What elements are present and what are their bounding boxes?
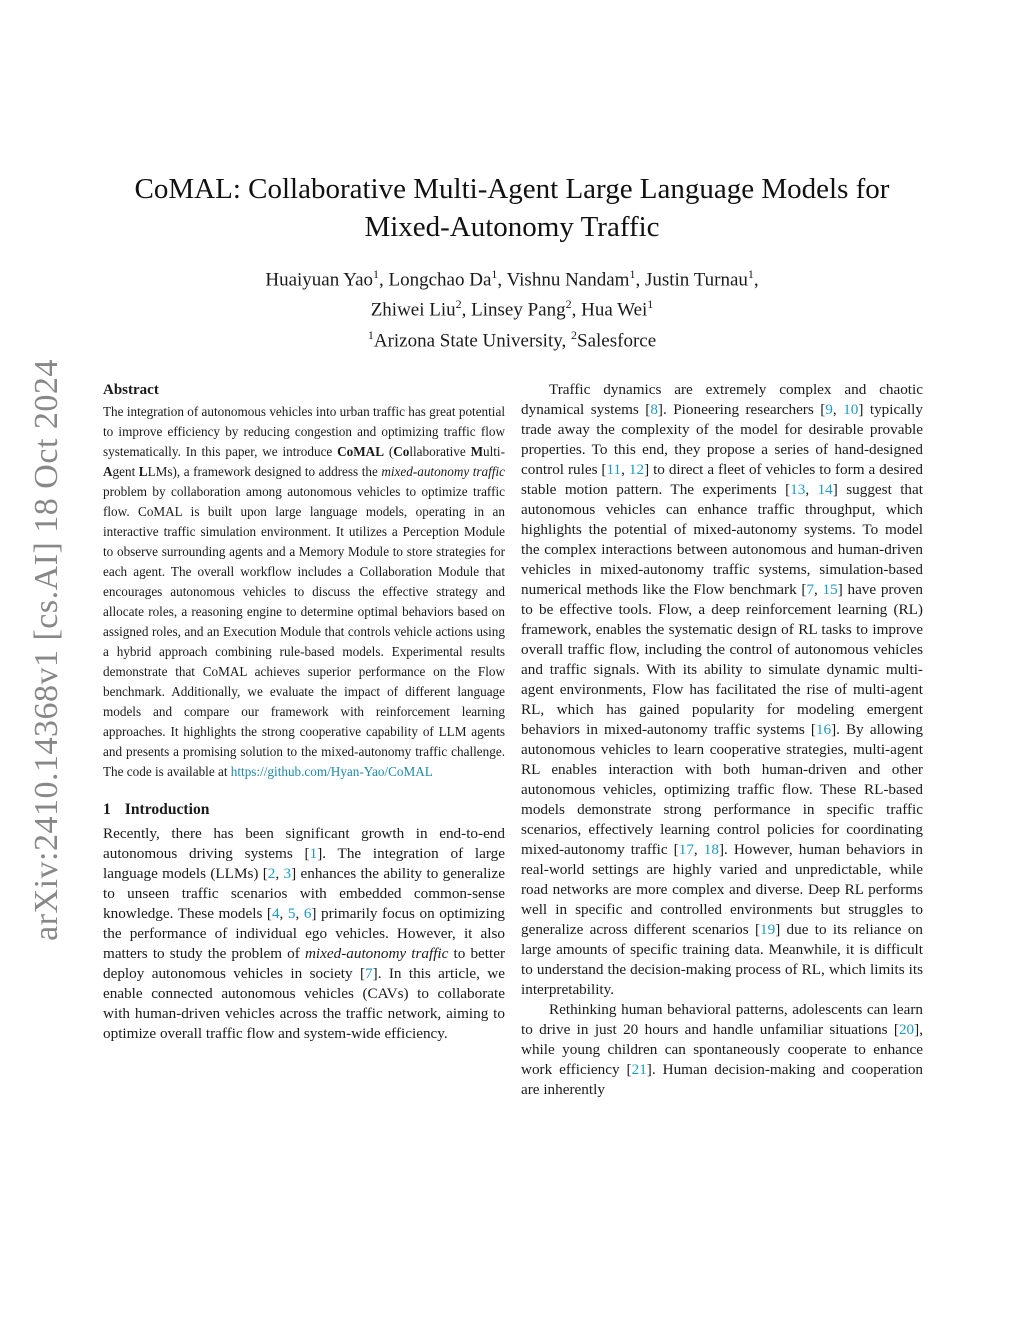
author-name: Zhiwei Liu [370, 299, 456, 321]
citation-link[interactable]: 20 [898, 1021, 915, 1038]
author-block [100, 262, 924, 353]
abstract-text: ( [384, 444, 394, 459]
author-affiliation-mark: 1 [747, 267, 754, 281]
abstract-text: llaborative [409, 444, 471, 459]
citation-link[interactable]: 13 [790, 481, 806, 498]
citation-link[interactable]: 6 [303, 905, 312, 922]
right-column [521, 380, 923, 1100]
body-text: ] due to its reliance on large amounts of specific training data. Meanwhile, it is difficult to understand the decision-making process of RL, which limits its interpretability. [521, 921, 923, 998]
arxiv-identifier-stamp [24, 360, 70, 940]
comal-name: CoMAL [337, 444, 384, 459]
emphasis-text: mixed-autonomy traffic [381, 464, 505, 479]
author-name: Longchao Da [388, 269, 492, 291]
body-text: ]. By allowing autonomous vehicles to learn cooperative strategies, multi-agent RL enables interaction with both human-driven and other autonomous vehicles, optimizing traffic flow. These RL-based models demonstrate strong performance in specific traffic scenarios, effectively learning control policies for coordinating mixed-autonomy traffic [ [521, 721, 923, 858]
author-name: Hua Wei [581, 299, 648, 321]
body-text: ] have proven to be effective tools. Flow, a deep reinforcement learning (RL) framework, enables the systematic design of RL tasks to improve overall traffic flow, including the control of autonomous vehicles and traffic signals. With its ability to simulate dynamic multi-agent environments, Flow has facilitated the rise of multi-agent RL, which has gained popularity for modeling emergent behaviors in mixed-autonomy traffic systems [ [521, 581, 924, 738]
body-text: ]. Human decision-making and cooperation are inherently [521, 1061, 924, 1098]
body-text: ]. In this article, we enable connected autonomous vehicles (CAVs) to collaborate with human-driven vehicles across the traffic network, aiming to optimize overall traffic flow and system-wide efficiency. [103, 965, 505, 1042]
title-line-2: Mixed-Autonomy Traffic [364, 211, 660, 243]
paper-title [100, 170, 924, 246]
acronym-letter: Co [393, 444, 410, 459]
citation-link[interactable]: 5 [287, 905, 296, 922]
body-text: ] suggest that autonomous vehicles can enhance traffic throughput, which highlights the potential of mixed-autonomy systems. To model the complex interactions between autonomous and human-driven vehicles in mixed-autonomy traffic systems, simulation-based numerical methods like the Flow benchmark [ [521, 481, 923, 598]
author-line-1: Huaiyuan Yao$^1$, Longchao Da$^1$, Vishnu Nandam$^1$, Justin Turnau$^1$, [265, 267, 759, 291]
author-name: Linsey Pang [471, 299, 566, 321]
abstract-text: ulti- [483, 444, 505, 459]
body-text: , [832, 401, 844, 418]
citation-link[interactable]: 10 [843, 401, 859, 418]
acronym-letter: A [103, 464, 113, 479]
body-text: , [814, 581, 823, 598]
body-text: , [805, 481, 818, 498]
acronym-letter: L [138, 464, 148, 479]
acronym-letter: M [470, 444, 484, 459]
author-line-2: Zhiwei Liu$^2$, Linsey Pang$^2$, Hua Wei$^1$ [370, 297, 654, 321]
citation-link[interactable]: 3 [283, 865, 292, 882]
citation-link[interactable]: 9 [825, 401, 833, 418]
citation-link[interactable]: 17 [678, 841, 694, 858]
affiliation-mark: 1 [367, 327, 374, 342]
body-text: , [295, 905, 304, 922]
body-paragraph-3 [521, 1000, 923, 1100]
body-text: ] typically trade away the complexity of the model for desirable provable properties. To this end, they propose a series of hand-designed control rules [ [521, 401, 923, 478]
citation-link[interactable]: 4 [271, 905, 280, 922]
citation-link[interactable]: 7 [806, 581, 815, 598]
body-text: Recently, there has been significant growth in end-to-end autonomous driving systems [ [103, 825, 505, 862]
code-repository-link[interactable]: https://github.com/Hyan-Yao/CoMAL [230, 764, 433, 779]
body-text: ] enhances the ability to generalize to unseen traffic scenarios with embedded common-sense knowledge. These models [ [103, 865, 505, 922]
citation-link[interactable]: 21 [631, 1061, 647, 1078]
body-text: ]. However, human behaviors in real-world settings are highly varied and unpredictable, while road networks are more complex and diverse. Deep RL performs well in specific and controlled environments but struggles to generalize across different scenarios [ [521, 841, 923, 938]
body-text: ]. Pioneering researchers [ [657, 401, 826, 418]
abstract-body [103, 402, 505, 782]
affiliation-line: $^1$Arizona State University, $^2$Salesforce [367, 327, 657, 351]
author-affiliation-mark: 1 [629, 267, 636, 281]
intro-paragraph-1 [103, 824, 505, 1044]
author-name: Vishnu Nandam [506, 269, 630, 291]
author-affiliation-mark: 1 [647, 297, 654, 312]
section-title: Introduction [124, 801, 210, 818]
body-text: , [621, 461, 629, 478]
author-affiliation-mark: 2 [455, 297, 462, 312]
citation-link[interactable]: 11 [606, 461, 622, 478]
abstract-text: LMs), a framework designed to address the [147, 464, 382, 479]
abstract-text: gent [112, 464, 139, 479]
abstract-text: problem by collaboration among autonomous vehicles to optimize traffic flow. CoMAL is built upon large language models, operating in an interactive traffic simulation environment. It utilizes a Perception Module to observe surrounding agents and a Memory Module to store strategies for each agent. The overall workflow includes a Collaboration Module that encourages autonomous vehicles to discuss the effective strategy and allocate roles, a reasoning engine to determine optimal behaviors based on assigned roles, and an Execution Module that controls vehicle actions using a hybrid approach combining rule-based models. Experimental results demonstrate that CoMAL achieves superior performance on the Flow benchmark. Additionally, we evaluate the impact of different language models and compare our framework with reinforcement learning approaches. It highlights the strong cooperative capability of LLM agents and presents a promising solution to the mixed-autonomy traffic challenge. The code is available at [103, 484, 505, 779]
title-line-1: CoMAL: Collaborative Multi-Agent Large Language Models for [134, 173, 890, 205]
abstract-text: The integration of autonomous vehicles into urban traffic has great potential to improve efficiency by reducing congestion and optimizing traffic flow systematically. In this paper, we introduce [103, 404, 505, 459]
citation-link[interactable]: 12 [628, 461, 645, 478]
left-column [103, 380, 505, 1044]
author-name: Justin Turnau [644, 269, 748, 291]
citation-link[interactable]: 8 [650, 401, 658, 418]
body-text: ]. The integration of large language models (LLMs) [ [103, 845, 505, 882]
section-heading-introduction [103, 800, 505, 820]
body-text: , [693, 841, 704, 858]
body-text: Rethinking human behavioral patterns, adolescents can learn to drive in just 20 hours and handle unfamiliar situations [ [521, 1001, 923, 1038]
author-name: Huaiyuan Yao [265, 269, 374, 291]
emphasis-text: mixed-autonomy traffic [304, 945, 449, 962]
body-paragraph-2 [521, 380, 923, 1000]
affiliation-name: Salesforce [577, 329, 657, 351]
citation-link[interactable]: 19 [760, 921, 776, 938]
affiliation-name: Arizona State University [373, 329, 562, 351]
author-affiliation-mark: 1 [491, 267, 498, 281]
abstract-heading: Abstract [103, 382, 159, 398]
citation-link[interactable]: 7 [365, 965, 373, 982]
arxiv-identifier-text: arXiv:2410.14368v1 [cs.AI] 18 Oct 2024 [28, 359, 66, 941]
body-text: ] to direct a fleet of vehicles to form a desired stable motion pattern. The experiments [ [521, 461, 924, 498]
author-affiliation-mark: 2 [565, 297, 572, 312]
body-text: ] primarily focus on optimizing the performance of individual ego vehicles. However, it also matters to study the problem of [103, 905, 506, 962]
body-text: to better deploy autonomous vehicles in society [ [103, 945, 506, 982]
author-affiliation-mark: 1 [373, 267, 380, 281]
citation-link[interactable]: 18 [703, 841, 719, 858]
citation-link[interactable]: 14 [817, 481, 833, 498]
body-text: ], while young children can spontaneously cooperate to enhance work efficiency [ [521, 1021, 923, 1078]
section-number: 1 [103, 801, 111, 818]
citation-link[interactable]: 1 [309, 845, 318, 862]
citation-link[interactable]: 15 [822, 581, 838, 598]
affiliation-mark: 2 [571, 327, 578, 342]
body-text: Traffic dynamics are extremely complex and chaotic dynamical systems [ [521, 381, 923, 418]
citation-link[interactable]: 16 [815, 721, 832, 738]
citation-link[interactable]: 2 [267, 865, 276, 882]
body-text: , [279, 905, 288, 922]
body-text: , [275, 865, 284, 882]
